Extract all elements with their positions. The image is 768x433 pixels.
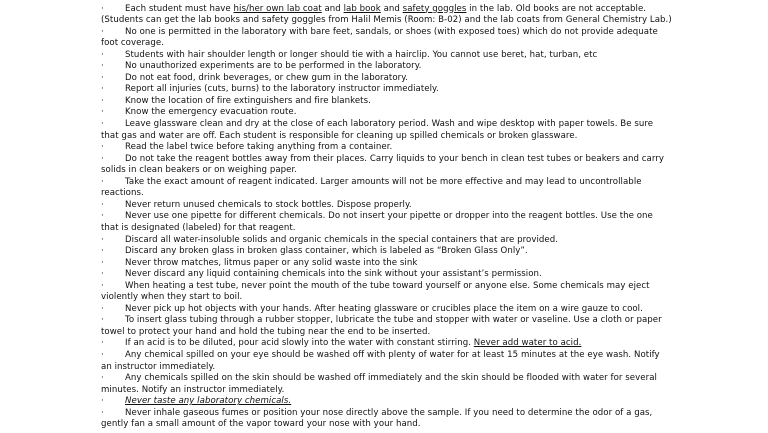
rule-text: solids in clean beakers or on weighing paper. xyxy=(101,165,298,176)
rule-line xyxy=(101,338,581,350)
rule-line xyxy=(101,142,392,154)
rule-text: Discard any broken glass in broken glass container, which is labeled as “Broken Glass Only”. xyxy=(125,246,528,257)
rule-text: Never use one pipette for different chemicals. Do not insert your pipette or dropper into the reagent bottles. Use the one xyxy=(125,211,653,222)
rule-line xyxy=(101,373,657,385)
rule-continuation-line xyxy=(101,131,577,143)
rule-line xyxy=(101,84,439,96)
bullet-marker: · xyxy=(101,26,104,37)
rule-text: towel to protect your hand and hold the tubing near the end to be inserted. xyxy=(101,326,431,337)
rule-text: in the lab. Old books are not acceptable. xyxy=(466,3,647,14)
bullet-marker: · xyxy=(101,257,104,268)
rule-text: and xyxy=(380,3,403,14)
bullet-marker: · xyxy=(101,211,104,222)
bullet-marker: · xyxy=(101,373,104,384)
rule-text: Never pick up hot objects with your hands. After heating glassware or crucibles place the item on a wire gauze to cool. xyxy=(125,303,643,314)
rule-text: To insert glass tubing through a rubber stopper, lubricate the tube and stopper with water or vaseline. Use a cloth or paper xyxy=(125,315,662,326)
rule-line xyxy=(101,177,642,189)
bullet-marker: · xyxy=(101,234,104,245)
bullet-marker: · xyxy=(101,61,104,72)
rule-line xyxy=(101,211,653,223)
rule-line xyxy=(101,96,371,108)
rule-text: reactions. xyxy=(101,188,144,199)
bullet-marker: · xyxy=(101,338,104,349)
rule-text: When heating a test tube, never point the mouth of the tube toward yourself or anyone else. Some chemicals may eject xyxy=(125,280,650,291)
emphasis-lab-coat: his/her own lab coat xyxy=(233,3,322,14)
rule-text: foot coverage. xyxy=(101,38,164,49)
bullet-marker: · xyxy=(101,407,104,418)
rule-continuation-line xyxy=(101,188,144,200)
rule-text: Never inhale gaseous fumes or position your nose directly above the sample. If you need to determine the odor of a gas, xyxy=(125,407,653,418)
rule-text: Do not take the reagent bottles away from their places. Carry liquids to your bench in clean test tubes or beakers and carry xyxy=(125,153,664,164)
rule-text: Students with hair shoulder length or longer should tie with a hairclip. You cannot use beret, hat, turban, etc xyxy=(125,49,598,60)
bullet-marker: · xyxy=(101,3,104,14)
emphasis-never-add-water: Never add water to acid. xyxy=(473,338,582,349)
bullet-marker: · xyxy=(101,303,104,314)
bullet-marker: · xyxy=(101,72,104,83)
rule-text: Do not eat food, drink beverages, or chew gum in the laboratory. xyxy=(125,72,408,83)
bullet-marker: · xyxy=(101,84,104,95)
rule-text: Read the label twice before taking anything from a container. xyxy=(125,142,393,153)
bullet-marker: · xyxy=(101,350,104,360)
rule-text: Never discard any liquid containing chemicals into the sink without your assistant’s permission. xyxy=(125,269,542,280)
rule-line xyxy=(101,107,297,119)
rule-text: Each student must have xyxy=(125,3,234,14)
bullet-marker: · xyxy=(101,246,104,257)
rule-text: Know the location of fire extinguishers and fire blankets. xyxy=(125,95,371,106)
rule-line xyxy=(101,73,408,85)
rule-text: Never throw matches, litmus paper or any solid waste into the sink xyxy=(125,257,418,268)
rule-line xyxy=(101,61,421,73)
rule-text: Know the emergency evacuation route. xyxy=(125,107,297,118)
rule-text: (Students can get the lab books and safety goggles from Halil Memis (Room: B-02) and the lab coats from General Chemistry Lab.) xyxy=(101,15,672,26)
rule-text: Discard all water-insoluble solids and organic chemicals in the special containers that are provided. xyxy=(125,234,559,245)
bullet-marker: · xyxy=(101,107,104,118)
rule-continuation-line xyxy=(101,38,164,50)
emphasis-safety-goggles: safety goggles xyxy=(402,3,467,14)
bullet-marker: · xyxy=(101,49,104,60)
rule-text: Take the exact amount of reagent indicated. Larger amounts will not be more effective and may lead to uncontrollable xyxy=(125,176,642,187)
rule-line xyxy=(101,315,662,327)
rule-line xyxy=(101,304,643,316)
rule-text: Never return unused chemicals to stock bottles. Dispose properly. xyxy=(125,199,412,210)
bullet-marker: · xyxy=(101,269,104,280)
rule-text: violently when they start to boil. xyxy=(101,292,243,303)
bullet-marker: · xyxy=(101,119,104,129)
rule-text: minutes. Notify an instructor immediately. xyxy=(101,384,285,395)
rule-line xyxy=(101,50,597,62)
bullet-marker: · xyxy=(101,142,104,153)
rule-line xyxy=(101,235,558,247)
rule-line xyxy=(101,246,528,258)
bullet-marker: · xyxy=(101,199,104,210)
rule-text: No one is permitted in the laboratory with bare feet, sandals, or shoes (with exposed toes) which do not provide adequate xyxy=(125,26,658,37)
rule-line xyxy=(101,200,412,212)
emphasis-never-taste: Never taste any laboratory chemicals. xyxy=(125,396,292,407)
rule-text: an instructor immediately. xyxy=(101,361,216,372)
rule-continuation-line xyxy=(101,165,297,177)
rule-continuation-line xyxy=(101,15,672,27)
rule-text: that gas and water are off. Each student is responsible for cleaning up spilled chemicals or broken glassware. xyxy=(101,130,578,141)
rule-line xyxy=(101,154,664,166)
rule-text: gently fan a small amount of the vapor toward your nose with your hand. xyxy=(101,419,421,430)
rule-continuation-line xyxy=(101,223,296,235)
bullet-marker: · xyxy=(101,396,104,407)
rule-line xyxy=(101,269,542,281)
rule-line xyxy=(101,350,660,362)
rule-line xyxy=(101,27,658,39)
bullet-marker: · xyxy=(101,153,104,164)
rule-continuation-line xyxy=(101,292,242,304)
bullet-marker: · xyxy=(101,315,104,326)
rule-text: that is designated (labeled) for that reagent. xyxy=(101,222,296,233)
bullet-marker: · xyxy=(101,95,104,106)
rule-continuation-line xyxy=(101,327,430,339)
rule-line xyxy=(101,258,417,270)
rule-text: Report all injuries (cuts, burns) to the laboratory instructor immediately. xyxy=(125,84,439,95)
rule-text: Leave glassware clean and dry at the close of each laboratory period. Wash and wipe desktop with paper towels. Be sure xyxy=(125,119,654,129)
rule-continuation-line xyxy=(101,419,421,431)
rule-line xyxy=(101,119,653,131)
bullet-marker: · xyxy=(101,280,104,291)
rule-text: and xyxy=(321,3,344,14)
rule-text: Any chemicals spilled on the skin should be washed off immediately and the skin should be flooded with water for several xyxy=(125,373,657,384)
rule-continuation-line xyxy=(101,362,215,374)
rule-line xyxy=(101,281,650,293)
rule-text: If an acid is to be diluted, pour acid slowly into the water with constant stirring. xyxy=(125,338,474,349)
rule-text: Any chemical spilled on your eye should be washed off with plenty of water for at least 15 minutes at the eye wash. Notify xyxy=(125,350,660,360)
rule-text: No unauthorized experiments are to be performed in the laboratory. xyxy=(125,61,422,72)
rule-line xyxy=(101,4,646,16)
emphasis-lab-book: lab book xyxy=(343,3,381,14)
rule-line xyxy=(101,396,291,408)
rule-continuation-line xyxy=(101,385,284,397)
bullet-marker: · xyxy=(101,176,104,187)
rule-line xyxy=(101,408,652,420)
